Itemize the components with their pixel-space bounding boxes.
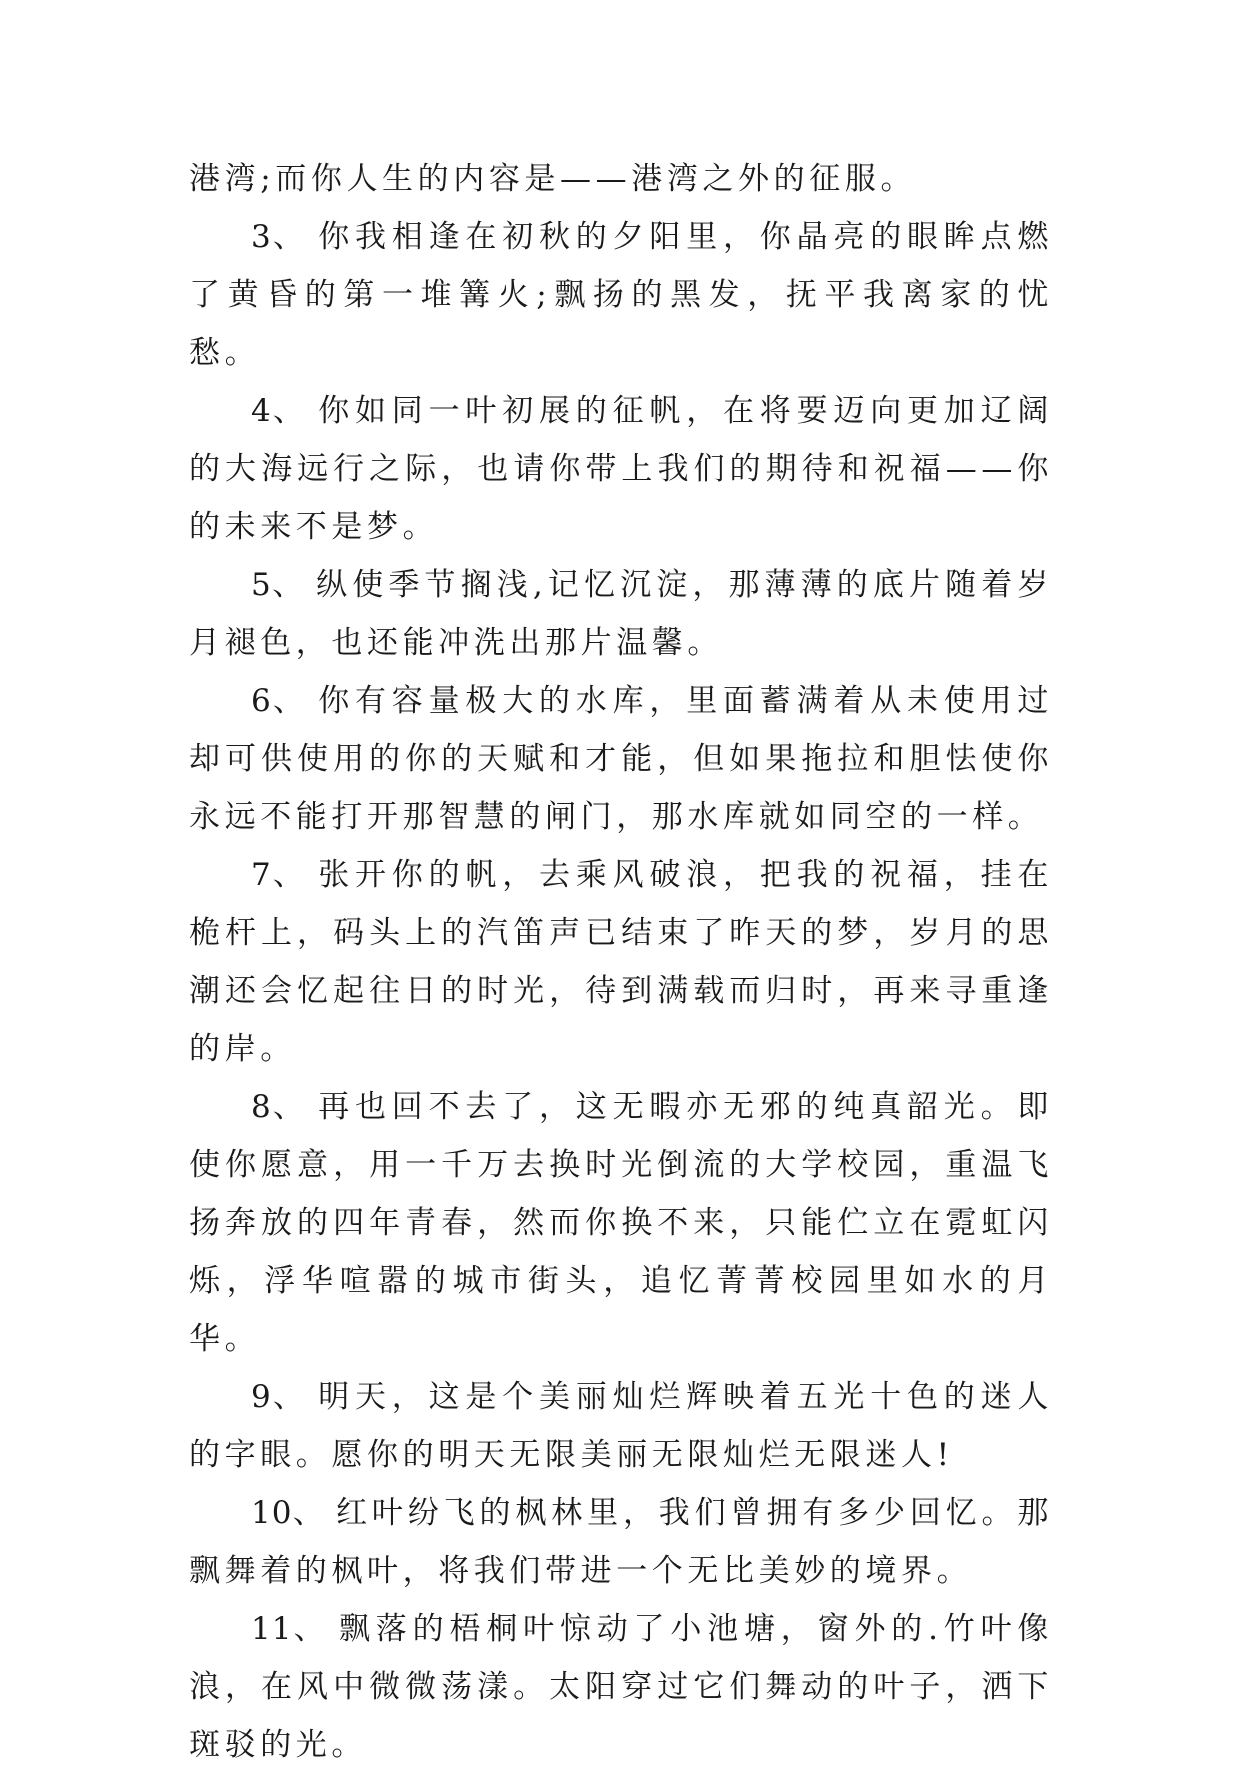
paragraph-item-8 [189, 1078, 1053, 1368]
paragraph-text: 纵使季节搁浅,记忆沉淀，那薄薄的底片随着岁月褪色，也还能冲洗出那片温馨。 [189, 567, 1053, 661]
item-number: 10、 [251, 1495, 337, 1531]
paragraph-item-9 [189, 1368, 1053, 1484]
item-number: 7、 [251, 857, 319, 893]
item-number: 9、 [251, 1379, 319, 1415]
item-number: 8、 [251, 1089, 319, 1125]
paragraph-text: 红叶纷飞的枫林里，我们曾拥有多少回忆。那飘舞着的枫叶，将我们带进一个无比美妙的境界。 [189, 1495, 1053, 1589]
paragraph-text: 港湾;而你人生的内容是——港湾之外的征服。 [189, 161, 917, 197]
paragraph-item-6 [189, 672, 1053, 846]
paragraph-item-4 [189, 382, 1053, 556]
paragraph-text: 明天，这是个美丽灿烂辉映着五光十色的迷人的字眼。愿你的明天无限美丽无限灿烂无限迷人! [189, 1379, 1054, 1473]
item-number: 5、 [251, 567, 317, 603]
item-number: 4、 [251, 393, 319, 429]
paragraph-text: 你我相逢在初秋的夕阳里，你晶亮的眼眸点燃了黄昏的第一堆篝火;飘扬的黑发，抚平我离家的忧愁。 [189, 219, 1054, 371]
paragraph-text: 张开你的帆，去乘风破浪，把我的祝福，挂在桅杆上，码头上的汽笛声已结束了昨天的梦，岁月的思潮还会忆起往日的时光，待到满载而归时，再来寻重逢的岸。 [189, 857, 1054, 1067]
item-number: 6、 [251, 683, 319, 719]
item-number: 3、 [251, 219, 319, 255]
paragraph-text: 飘落的梧桐叶惊动了小池塘，窗外的.竹叶像浪，在风中微微荡漾。太阳穿过它们舞动的叶子，洒下斑驳的光。 [189, 1611, 1053, 1763]
paragraph-item-11 [189, 1600, 1053, 1774]
paragraph-continuation [189, 150, 1053, 208]
document-body [189, 150, 1053, 1774]
paragraph-text: 再也回不去了，这无暇亦无邪的纯真韶光。即使你愿意，用一千万去换时光倒流的大学校园，重温飞扬奔放的四年青春，然而你换不来，只能伫立在霓虹闪烁，浮华喧嚣的城市街头，追忆菁菁校园里如水的月华。 [189, 1089, 1054, 1357]
paragraph-item-3 [189, 208, 1053, 382]
paragraph-item-7 [189, 846, 1053, 1078]
paragraph-text: 你有容量极大的水库，里面蓄满着从未使用过却可供使用的你的天赋和才能，但如果拖拉和胆怯使你永远不能打开那智慧的闸门，那水库就如同空的一样。 [189, 683, 1054, 835]
paragraph-item-10 [189, 1484, 1053, 1600]
paragraph-item-5 [189, 556, 1053, 672]
item-number: 11、 [251, 1611, 339, 1647]
paragraph-text: 你如同一叶初展的征帆，在将要迈向更加辽阔的大海远行之际，也请你带上我们的期待和祝福——你的未来不是梦。 [189, 393, 1054, 545]
